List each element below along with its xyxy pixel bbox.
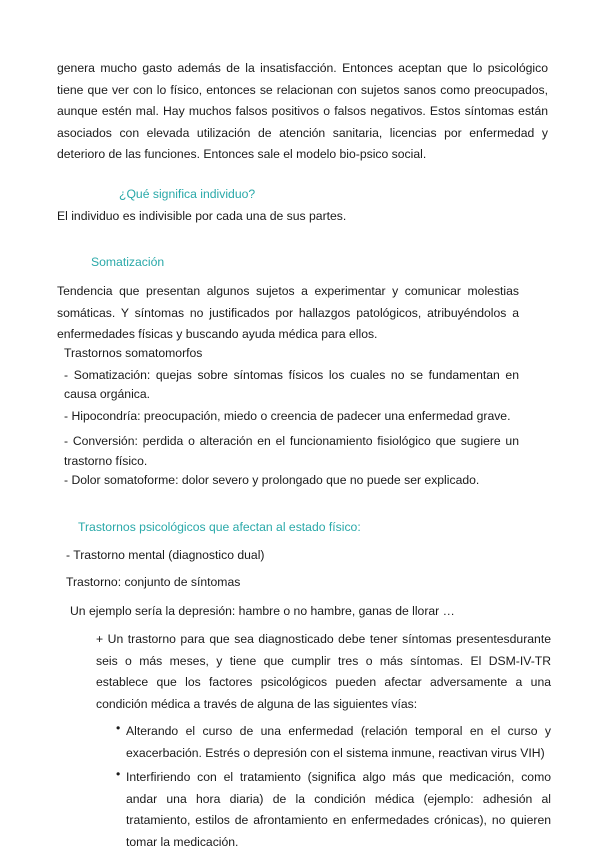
definition: Trastorno: conjunto de síntomas [66, 575, 241, 589]
individuo-body: El individuo es indivisible por cada una de sus partes. [57, 209, 347, 223]
criteria-paragraph: + Un trastorno para que sea diagnosticado debe tener síntomas presentesdurante seis o más meses, y tiene que cumplir tres o más síntomas. El DSM-IV-TR establece que los factores psicológicos pueden afectar adversamente a una condición médica a través de alguna de las siguientes vías: [96, 632, 551, 711]
heading-somatizacion: Somatización [91, 255, 165, 269]
somatomorfos-title: Trastornos somatomorfos [64, 346, 203, 360]
dash-item: - Trastorno mental (diagnostico dual) [66, 548, 265, 562]
heading-trastornos: Trastornos psicológicos que afectan al estado físico: [78, 520, 361, 534]
heading-individuo: ¿Qué significa individuo? [119, 187, 256, 201]
bullet-item: Alterando el curso de una enfermedad (relación temporal en el curso y exacerbación. Estrés o depresión con el sistema inmune, reactivan virus VIH) [126, 724, 551, 760]
example: Un ejemplo sería la depresión: hambre o no hambre, ganas de llorar … [70, 604, 455, 618]
intro-paragraph: genera mucho gasto además de la insatisfacción. Entonces aceptan que lo psicológico tiene que ver con lo físico, entonces se relacionan con sujetos sanos como preocupados, aunque estén mal. Hay muchos falsos positivos o falsos negativos. Estos síntomas están asociados con elevada utilización de atención sanitaria, licencias por enfermedad y deterioro de las funciones. Entonces sale el modelo bio-psico social. [57, 61, 548, 161]
bullet-dot: • [116, 721, 121, 735]
somatomorfo-item: - Hipocondría: preocupación, miedo o creencia de padecer una enfermedad grave. [64, 409, 511, 423]
somatomorfo-item: - Somatización: quejas sobre síntomas físicos los cuales no se fundamentan en causa orgánica. [64, 368, 519, 401]
bullet-dot: • [116, 767, 121, 781]
somatomorfo-item: - Conversión: perdida o alteración en el funcionamiento fisiológico que sugiere un trastorno físico. [64, 434, 519, 468]
somatomorfo-item: - Dolor somatoforme: dolor severo y prolongado que no puede ser explicado. [64, 473, 480, 487]
somatizacion-body: Tendencia que presentan algunos sujetos a experimentar y comunicar molestias somáticas. Y síntomas no justificados por hallazgos patológicos, atribuyéndolos a enfermedades físicas y buscando ayuda médica para ellos. [57, 284, 519, 341]
bullet-item: Interfiriendo con el tratamiento (significa algo más que medicación, como andar una hora diaria) de la condición médica (ejemplo: adhesión al tratamiento, estilos de afrontamiento en enfermedades crónicas), no quieren tomar la medicación. [126, 770, 551, 849]
